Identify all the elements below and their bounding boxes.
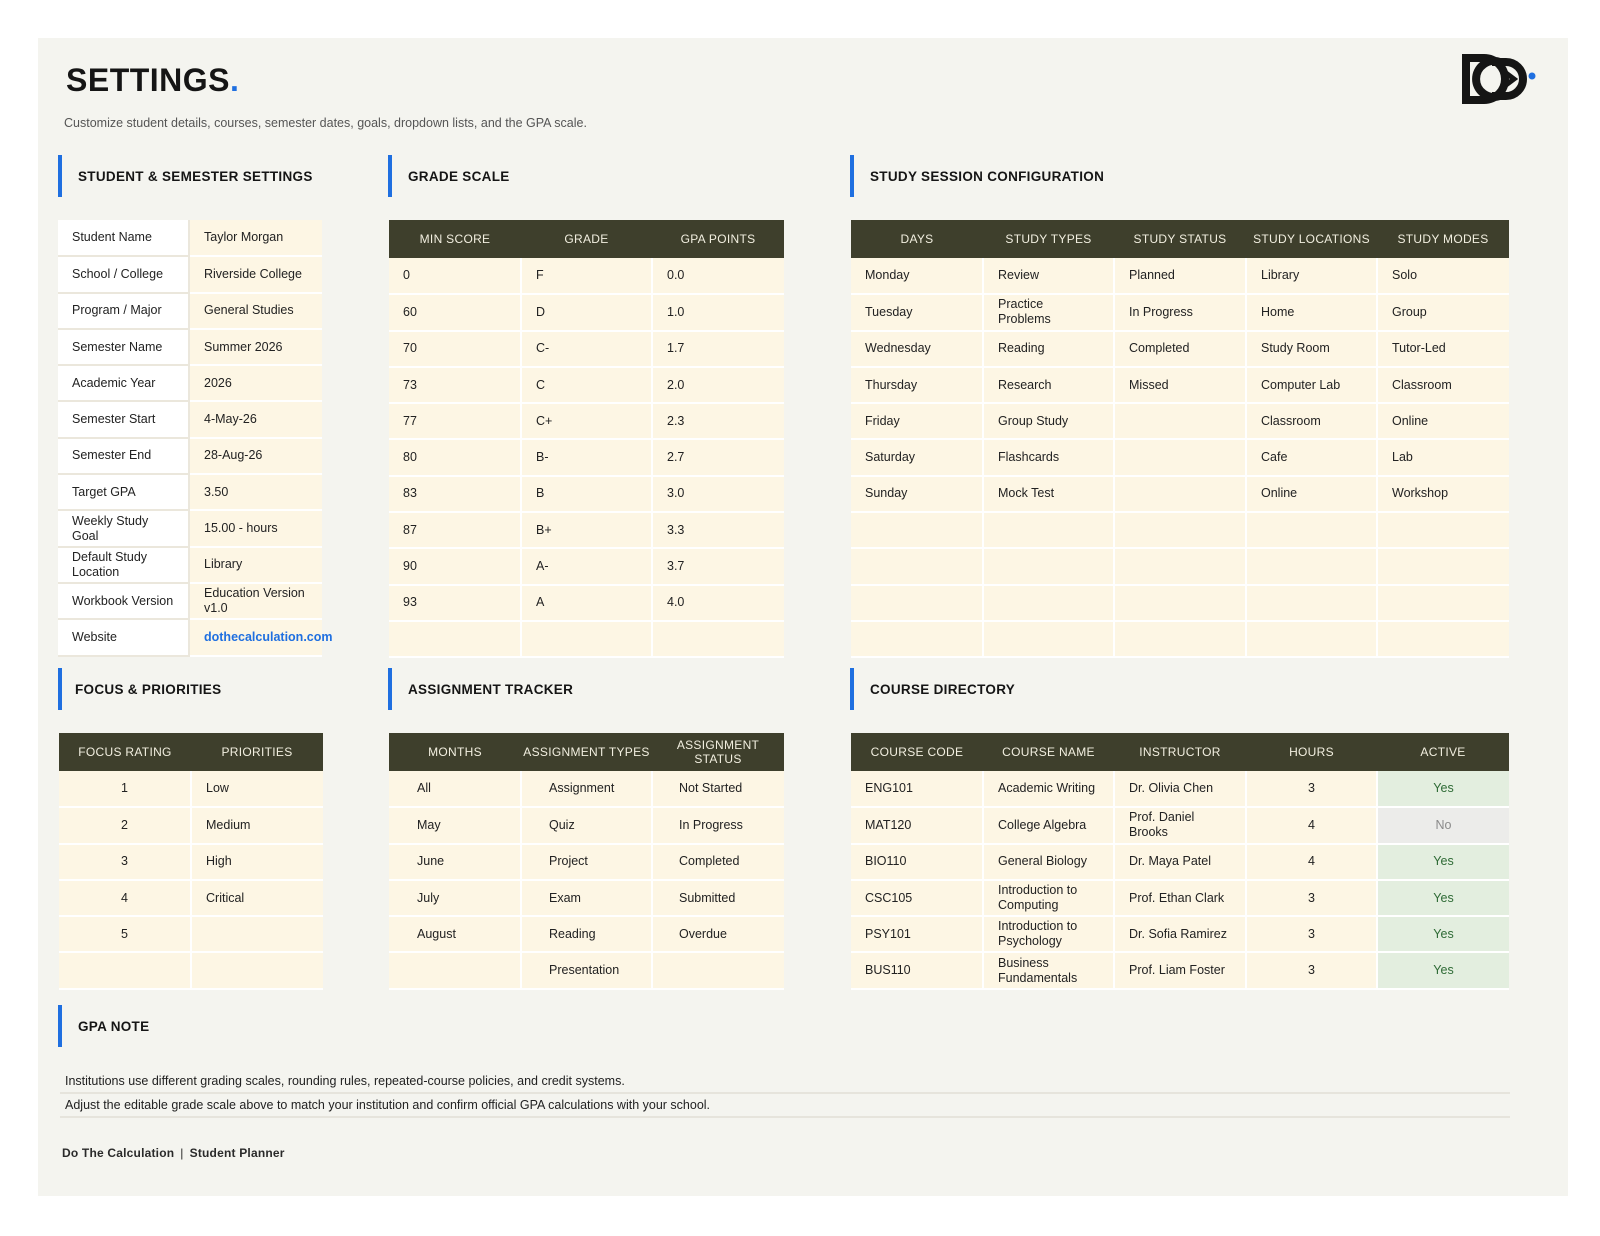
page-title: SETTINGS. [66,62,240,98]
table-cell[interactable]: MAT120 [851,807,983,843]
table-cell[interactable]: In Progress [652,807,784,843]
table-row [59,844,323,880]
table-cell[interactable]: In Progress [1114,294,1246,330]
table-cell[interactable] [1377,621,1509,657]
table-cell[interactable]: 70 [389,331,521,367]
table-row [389,512,784,548]
settings-sheet [38,38,1568,1196]
footer-separator: | [180,1146,184,1160]
assignment-tracker-heading: ASSIGNMENT TRACKER [388,668,688,710]
settings-value[interactable]: 2026 [189,365,322,401]
table-row [389,367,784,403]
table-row [389,476,784,512]
table-row [389,880,784,916]
focus-priorities-heading: FOCUS & PRIORITIES [58,668,318,710]
student-settings-table [58,220,333,657]
table-cell[interactable]: Tuesday [851,294,983,330]
table-cell[interactable]: Sunday [851,476,983,512]
table-row [851,439,1509,475]
table-cell[interactable]: 73 [389,367,521,403]
table-cell[interactable]: Flashcards [983,439,1114,475]
table-row [389,439,784,475]
course-directory-heading: COURSE DIRECTORY [850,668,1250,710]
settings-value[interactable]: General Studies [189,293,322,329]
table-cell[interactable]: 1.7 [652,331,784,367]
table-cell[interactable]: Solo [1377,258,1509,294]
header-row [389,733,784,771]
table-cell[interactable]: July [389,880,521,916]
column-header: ASSIGNMENT STATUS [652,733,784,771]
table-cell[interactable]: 4 [1246,844,1377,880]
table-cell[interactable] [1246,512,1377,548]
settings-label: Default Study Location [58,547,189,583]
table-row [389,258,784,294]
table-cell[interactable] [1114,585,1246,621]
table-cell[interactable]: Reading [983,331,1114,367]
table-row [389,294,784,330]
table-row [851,952,1509,988]
course-directory-table [851,733,1509,990]
table-row [851,771,1509,807]
table-cell[interactable] [191,916,323,952]
table-cell[interactable]: 93 [389,585,521,621]
settings-label: Semester Start [58,401,189,437]
table-cell[interactable] [1246,585,1377,621]
table-cell[interactable] [652,621,784,657]
table-cell[interactable]: 2.3 [652,403,784,439]
table-cell[interactable]: B- [521,439,652,475]
table-cell[interactable]: 0 [389,258,521,294]
table-row [389,916,784,952]
table-cell[interactable]: 2.7 [652,439,784,475]
table-cell[interactable] [1246,621,1377,657]
table-cell[interactable]: Medium [191,807,323,843]
header-row [59,733,323,771]
settings-row [58,583,322,619]
table-cell[interactable]: Assignment [521,771,652,807]
table-cell[interactable] [1377,585,1509,621]
column-header: STUDY MODES [1377,220,1509,258]
table-cell[interactable]: 3.0 [652,476,784,512]
footer-product: Student Planner [189,1146,285,1160]
table-cell[interactable]: May [389,807,521,843]
table-cell[interactable]: Business Fundamentals [983,952,1114,988]
table-row [389,585,784,621]
column-header: HOURS [1246,733,1377,771]
table-cell[interactable]: C [521,367,652,403]
table-cell[interactable] [389,952,521,988]
settings-label: Semester Name [58,329,189,365]
table-cell[interactable]: Prof. Ethan Clark [1114,880,1246,916]
table-cell[interactable]: Dr. Maya Patel [1114,844,1246,880]
table-cell[interactable]: Yes [1377,771,1509,807]
footer-brand: Do The Calculation [62,1146,175,1160]
table-row [59,807,323,843]
table-row [389,331,784,367]
table-cell[interactable] [389,621,521,657]
settings-value[interactable]: Riverside College [189,256,322,292]
table-cell[interactable]: Online [1377,403,1509,439]
column-header: MONTHS [389,733,521,771]
table-cell[interactable]: Practice Problems [983,294,1114,330]
table-cell[interactable]: Missed [1114,367,1246,403]
table-row [59,771,323,807]
settings-label: Target GPA [58,474,189,510]
table-cell[interactable] [1114,548,1246,584]
table-cell[interactable]: 5 [59,916,191,952]
table-cell[interactable]: PSY101 [851,916,983,952]
table-row [389,403,784,439]
table-cell[interactable]: Prof. Liam Foster [1114,952,1246,988]
table-cell[interactable] [1114,476,1246,512]
table-cell[interactable]: B [521,476,652,512]
table-cell[interactable]: 3.7 [652,548,784,584]
table-cell[interactable]: Dr. Sofia Ramirez [1114,916,1246,952]
table-cell[interactable]: General Biology [983,844,1114,880]
settings-row [58,293,322,329]
table-cell[interactable]: 60 [389,294,521,330]
title-dot: . [230,62,240,98]
settings-row [58,401,322,437]
table-cell[interactable]: 80 [389,439,521,475]
table-cell[interactable]: Research [983,367,1114,403]
table-cell[interactable]: All [389,771,521,807]
table-cell[interactable]: BUS110 [851,952,983,988]
table-cell[interactable]: 0.0 [652,258,784,294]
column-header: MIN SCORE [389,220,521,258]
settings-label: Program / Major [58,293,189,329]
table-cell[interactable]: 2 [59,807,191,843]
grade-scale-table [389,220,784,658]
table-row [389,844,784,880]
table-cell[interactable]: ENG101 [851,771,983,807]
table-row [389,952,784,988]
settings-row [58,474,322,510]
table-row [389,807,784,843]
table-cell[interactable]: Critical [191,880,323,916]
table-row [59,880,323,916]
table-cell[interactable]: 3 [1246,771,1377,807]
grade-scale-heading: GRADE SCALE [388,155,688,197]
settings-row [58,365,322,401]
table-cell[interactable] [851,585,983,621]
table-row [851,807,1509,843]
table-cell[interactable]: 2.0 [652,367,784,403]
student-settings-heading: STUDENT & SEMESTER SETTINGS [58,155,318,197]
footer [62,1146,285,1160]
table-cell[interactable]: 4 [1246,807,1377,843]
table-cell[interactable]: Yes [1377,880,1509,916]
header-row [851,220,1509,258]
table-cell[interactable]: BIO110 [851,844,983,880]
table-row [389,771,784,807]
table-cell[interactable]: Group [1377,294,1509,330]
table-cell[interactable]: Exam [521,880,652,916]
settings-row [58,510,322,546]
table-cell[interactable]: CSC105 [851,880,983,916]
table-cell[interactable]: D [521,294,652,330]
table-cell[interactable]: C+ [521,403,652,439]
table-cell[interactable]: Overdue [652,916,784,952]
table-cell[interactable]: Library [1246,258,1377,294]
focus-priorities-table [59,733,323,990]
table-cell[interactable]: Tutor-Led [1377,331,1509,367]
settings-label: Academic Year [58,365,189,401]
table-row [851,367,1509,403]
table-cell[interactable]: Saturday [851,439,983,475]
table-cell[interactable]: Yes [1377,844,1509,880]
column-header: STUDY STATUS [1114,220,1246,258]
settings-label: Weekly Study Goal [58,510,189,546]
table-cell[interactable] [1377,548,1509,584]
table-cell[interactable]: June [389,844,521,880]
table-row [851,258,1509,294]
table-row [59,952,323,988]
settings-value[interactable]: Library [189,547,322,583]
table-cell[interactable]: 90 [389,548,521,584]
table-cell[interactable]: Low [191,771,323,807]
table-cell[interactable]: Reading [521,916,652,952]
table-cell[interactable]: Mock Test [983,476,1114,512]
settings-label: School / College [58,256,189,292]
page-subtitle: Customize student details, courses, semester dates, goals, dropdown lists, and the GPA scale. [64,116,587,130]
table-cell[interactable]: Project [521,844,652,880]
table-row [389,548,784,584]
table-cell[interactable]: B+ [521,512,652,548]
settings-row [58,329,322,365]
table-cell[interactable]: 4.0 [652,585,784,621]
table-cell[interactable]: August [389,916,521,952]
table-cell[interactable] [521,621,652,657]
table-cell[interactable]: 3 [1246,880,1377,916]
table-cell[interactable] [983,548,1114,584]
column-header: GRADE [521,220,652,258]
table-cell[interactable]: A [521,585,652,621]
dtc-logo-icon [1462,52,1538,106]
table-row [851,880,1509,916]
table-cell[interactable]: 1 [59,771,191,807]
table-cell[interactable]: Lab [1377,439,1509,475]
column-header: GPA POINTS [652,220,784,258]
table-cell[interactable] [1246,548,1377,584]
table-cell[interactable]: Yes [1377,916,1509,952]
website-link[interactable]: dothecalculation.com [189,619,322,655]
column-header: DAYS [851,220,983,258]
table-cell[interactable]: F [521,258,652,294]
settings-value[interactable]: Education Version v1.0 [189,583,322,619]
table-cell[interactable] [59,952,191,988]
settings-value[interactable]: Taylor Morgan [189,220,322,256]
table-cell[interactable] [1377,512,1509,548]
study-config-table [851,220,1509,658]
table-cell[interactable]: High [191,844,323,880]
table-cell[interactable]: Prof. Daniel Brooks [1114,807,1246,843]
table-cell[interactable] [983,512,1114,548]
table-row [851,585,1509,621]
column-header: ACTIVE [1377,733,1509,771]
gpa-note-line-1: Institutions use different grading scales, rounding rules, repeated-course policies, and credit systems. [60,1070,1510,1094]
table-cell[interactable]: Computer Lab [1246,367,1377,403]
table-cell[interactable]: Yes [1377,952,1509,988]
table-row [851,403,1509,439]
table-row [851,512,1509,548]
study-config-heading: STUDY SESSION CONFIGURATION [850,155,1250,197]
table-cell[interactable]: 3 [1246,952,1377,988]
settings-value[interactable]: 15.00 - hours [189,510,322,546]
table-cell[interactable]: Home [1246,294,1377,330]
table-cell[interactable]: 3 [59,844,191,880]
table-cell[interactable]: College Algebra [983,807,1114,843]
settings-label: Semester End [58,438,189,474]
settings-label: Website [58,619,189,655]
settings-row [58,438,322,474]
table-cell[interactable]: Review [983,258,1114,294]
header-row [851,733,1509,771]
column-header: COURSE NAME [983,733,1114,771]
settings-label: Student Name [58,220,189,256]
table-cell[interactable]: Monday [851,258,983,294]
table-cell[interactable]: Submitted [652,880,784,916]
header-row [389,220,784,258]
table-cell[interactable]: Not Started [652,771,784,807]
gpa-note-line-2: Adjust the editable grade scale above to match your institution and confirm official GPA calculations with your school. [60,1094,1510,1118]
table-cell[interactable]: Planned [1114,258,1246,294]
table-cell[interactable]: Classroom [1246,403,1377,439]
table-cell[interactable]: Friday [851,403,983,439]
gpa-note-heading: GPA NOTE [58,1005,358,1047]
table-row [851,621,1509,657]
table-cell[interactable]: Presentation [521,952,652,988]
column-header: PRIORITIES [191,733,323,771]
column-header: STUDY TYPES [983,220,1114,258]
table-row [851,294,1509,330]
column-header: STUDY LOCATIONS [1246,220,1377,258]
settings-row [58,619,322,655]
table-cell[interactable] [652,952,784,988]
settings-value[interactable]: 4-May-26 [189,401,322,437]
table-cell[interactable] [1114,403,1246,439]
table-cell[interactable]: 83 [389,476,521,512]
table-cell[interactable]: Wednesday [851,331,983,367]
settings-label: Workbook Version [58,583,189,619]
column-header: FOCUS RATING [59,733,191,771]
table-row [851,331,1509,367]
table-row [389,621,784,657]
table-cell[interactable]: Classroom [1377,367,1509,403]
table-row [851,548,1509,584]
table-cell[interactable]: 87 [389,512,521,548]
settings-row [58,220,322,256]
column-header: ASSIGNMENT TYPES [521,733,652,771]
table-cell[interactable]: Cafe [1246,439,1377,475]
table-cell[interactable]: 1.0 [652,294,784,330]
table-cell[interactable]: 4 [59,880,191,916]
table-cell[interactable]: Online [1246,476,1377,512]
table-cell[interactable]: 3.3 [652,512,784,548]
table-cell[interactable] [983,585,1114,621]
table-cell[interactable] [1114,439,1246,475]
column-header: COURSE CODE [851,733,983,771]
table-cell[interactable] [1114,621,1246,657]
table-cell[interactable]: Introduction to Psychology [983,916,1114,952]
table-cell[interactable]: Dr. Olivia Chen [1114,771,1246,807]
column-header: INSTRUCTOR [1114,733,1246,771]
table-cell[interactable] [1114,512,1246,548]
table-cell[interactable] [851,621,983,657]
settings-value[interactable]: 28-Aug-26 [189,438,322,474]
table-row [851,844,1509,880]
settings-value[interactable]: 3.50 [189,474,322,510]
table-cell[interactable]: Completed [1114,331,1246,367]
table-cell[interactable]: Introduction to Computing [983,880,1114,916]
settings-row [58,547,322,583]
table-row [59,916,323,952]
settings-row [58,256,322,292]
assignment-tracker-table [389,733,784,990]
table-row [851,916,1509,952]
table-cell[interactable]: Academic Writing [983,771,1114,807]
table-cell[interactable]: C- [521,331,652,367]
table-cell[interactable]: Workshop [1377,476,1509,512]
table-row [851,476,1509,512]
settings-value[interactable]: Summer 2026 [189,329,322,365]
table-cell[interactable]: Group Study [983,403,1114,439]
table-cell[interactable]: 77 [389,403,521,439]
table-cell[interactable] [851,548,983,584]
table-cell[interactable]: Completed [652,844,784,880]
table-cell[interactable]: No [1377,807,1509,843]
table-cell[interactable]: A- [521,548,652,584]
table-cell[interactable]: Thursday [851,367,983,403]
table-cell[interactable]: Quiz [521,807,652,843]
table-cell[interactable]: 3 [1246,916,1377,952]
table-cell[interactable] [983,621,1114,657]
table-cell[interactable]: Study Room [1246,331,1377,367]
table-cell[interactable] [191,952,323,988]
table-cell[interactable] [851,512,983,548]
